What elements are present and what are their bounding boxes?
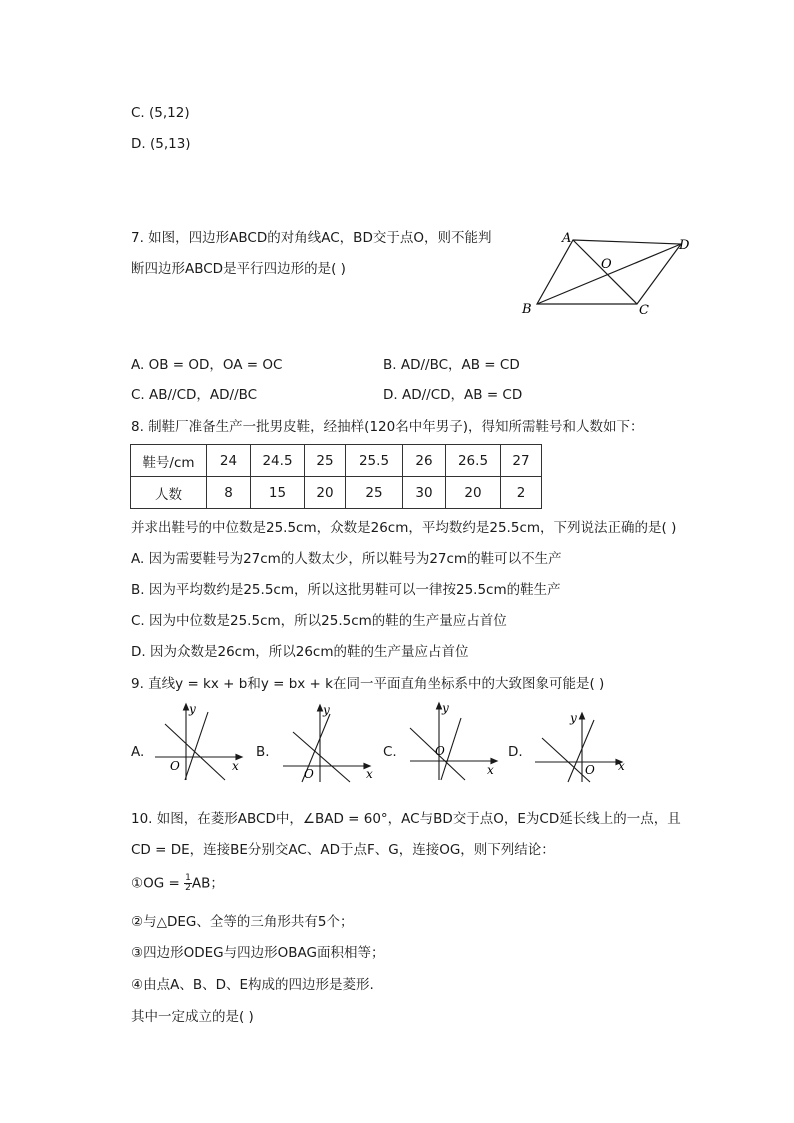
q8-option-c: C. 因为中位数是25.5cm，所以25.5cm的鞋的生产量应占首位 [131, 613, 507, 629]
q9-option-b-label: B. [256, 744, 270, 760]
q8-stem: 8. 制鞋厂准备生产一批男皮鞋，经抽样(120名中年男子)，得知所需鞋号和人数如下： [131, 419, 644, 435]
table-cell: 24.5 [251, 445, 305, 477]
q9-stem: 9. 直线y = kx + b和y = bx + k在同一平面直角坐标系中的大致图象可能是( ) [131, 676, 605, 692]
q10-stem-line1: 10. 如图，在菱形ABCD中，∠BAD = 60°，AC与BD交于点O，E为CD延长线上的一点，且 [131, 811, 681, 827]
fraction-denominator: 2 [185, 883, 191, 893]
statement-1-prefix: ①OG = [131, 875, 185, 892]
shoe-size-table [130, 444, 542, 509]
origin-label: O [170, 759, 180, 773]
label-b: B [522, 302, 532, 317]
fraction-one-half [184, 874, 192, 893]
q6-option-c: C. (5,12) [131, 105, 190, 121]
table-header-count: 人数 [131, 477, 207, 509]
q10-statement-4: ④由点A、B、D、E构成的四边形是菱形. [131, 977, 374, 993]
axis-y-label: y [442, 701, 449, 715]
table-header-size: 鞋号/cm [131, 445, 207, 477]
axis-x-label: x [366, 767, 373, 781]
line-negative-slope [542, 738, 590, 782]
table-cell: 27 [501, 445, 542, 477]
q8-option-b: B. 因为平均数约是25.5cm，所以这批男鞋可以一律按25.5cm的鞋生产 [131, 582, 561, 598]
q9-graph-b [278, 702, 378, 784]
table-row [131, 477, 542, 509]
origin-label: O [585, 763, 595, 777]
table-cell: 30 [403, 477, 446, 509]
q9-option-d-label: D. [508, 744, 523, 760]
label-a: A [562, 231, 572, 246]
axis-y-label: y [570, 711, 577, 725]
label-o: O [601, 257, 612, 272]
q9-graph-c [405, 700, 505, 782]
table-cell: 26 [403, 445, 446, 477]
axis-x-label: x [618, 759, 625, 773]
table-cell: 25 [346, 477, 403, 509]
q9-option-c-label: C. [383, 744, 397, 760]
axis-y-label: y [189, 702, 196, 716]
q7-option-c: C. AB//CD，AD//BC [131, 387, 258, 403]
table-cell: 20 [446, 477, 501, 509]
q10-statement-1 [131, 874, 224, 893]
q10-statement-3: ③四边形ODEG与四边形OBAG面积相等； [131, 945, 385, 961]
table-cell: 24 [207, 445, 251, 477]
axis-x-label: x [232, 759, 239, 773]
q10-statement-2: ②与△DEG、全等的三角形共有5个； [131, 914, 354, 930]
axis-x-label: x [487, 763, 494, 777]
label-d: D [679, 238, 690, 253]
origin-label: O [435, 744, 445, 758]
fraction-numerator: 1 [185, 873, 191, 883]
q10-tail: 其中一定成立的是( ) [131, 1009, 254, 1025]
q8-option-d: D. 因为众数是26cm，所以26cm的鞋的生产量应占首位 [131, 644, 469, 660]
table-cell: 26.5 [446, 445, 501, 477]
table-cell: 20 [305, 477, 346, 509]
label-c: C [639, 303, 649, 318]
q7-stem-line2: 断四边形ABCD是平行四边形的是( ) [131, 261, 346, 277]
q9-graph-d [530, 704, 630, 784]
axis-y-label: y [323, 703, 330, 717]
table-cell: 15 [251, 477, 305, 509]
q7-parallelogram-figure [515, 228, 695, 318]
q9-option-a-label: A. [131, 744, 145, 760]
q8-after-table: 并求出鞋号的中位数是25.5cm，众数是26cm，平均数约是25.5cm，下列说法正确的是( ) [131, 520, 677, 536]
q8-option-a: A. 因为需要鞋号为27cm的人数太少，所以鞋号为27cm的鞋可以不生产 [131, 551, 562, 567]
q7-option-b: B. AD//BC，AB = CD [383, 357, 520, 373]
q6-option-d: D. (5,13) [131, 136, 191, 152]
q9-graph-a [150, 702, 250, 782]
table-row [131, 445, 542, 477]
origin-label: O [304, 767, 314, 781]
table-cell: 25 [305, 445, 346, 477]
line-negative-slope [293, 732, 350, 782]
q7-stem-line1: 7. 如图，四边形ABCD的对角线AC，BD交于点O，则不能判 [131, 230, 492, 246]
q7-option-d: D. AD//CD，AB = CD [383, 387, 523, 403]
q7-option-a: A. OB = OD，OA = OC [131, 357, 283, 373]
diagonal-ac [573, 240, 637, 304]
table-cell: 25.5 [346, 445, 403, 477]
table-cell: 2 [501, 477, 542, 509]
table-cell: 8 [207, 477, 251, 509]
statement-1-suffix: AB； [191, 875, 224, 892]
q10-stem-line2: CD = DE，连接BE分别交AC、AD于点F、G，连接OG，则下列结论： [131, 842, 555, 858]
